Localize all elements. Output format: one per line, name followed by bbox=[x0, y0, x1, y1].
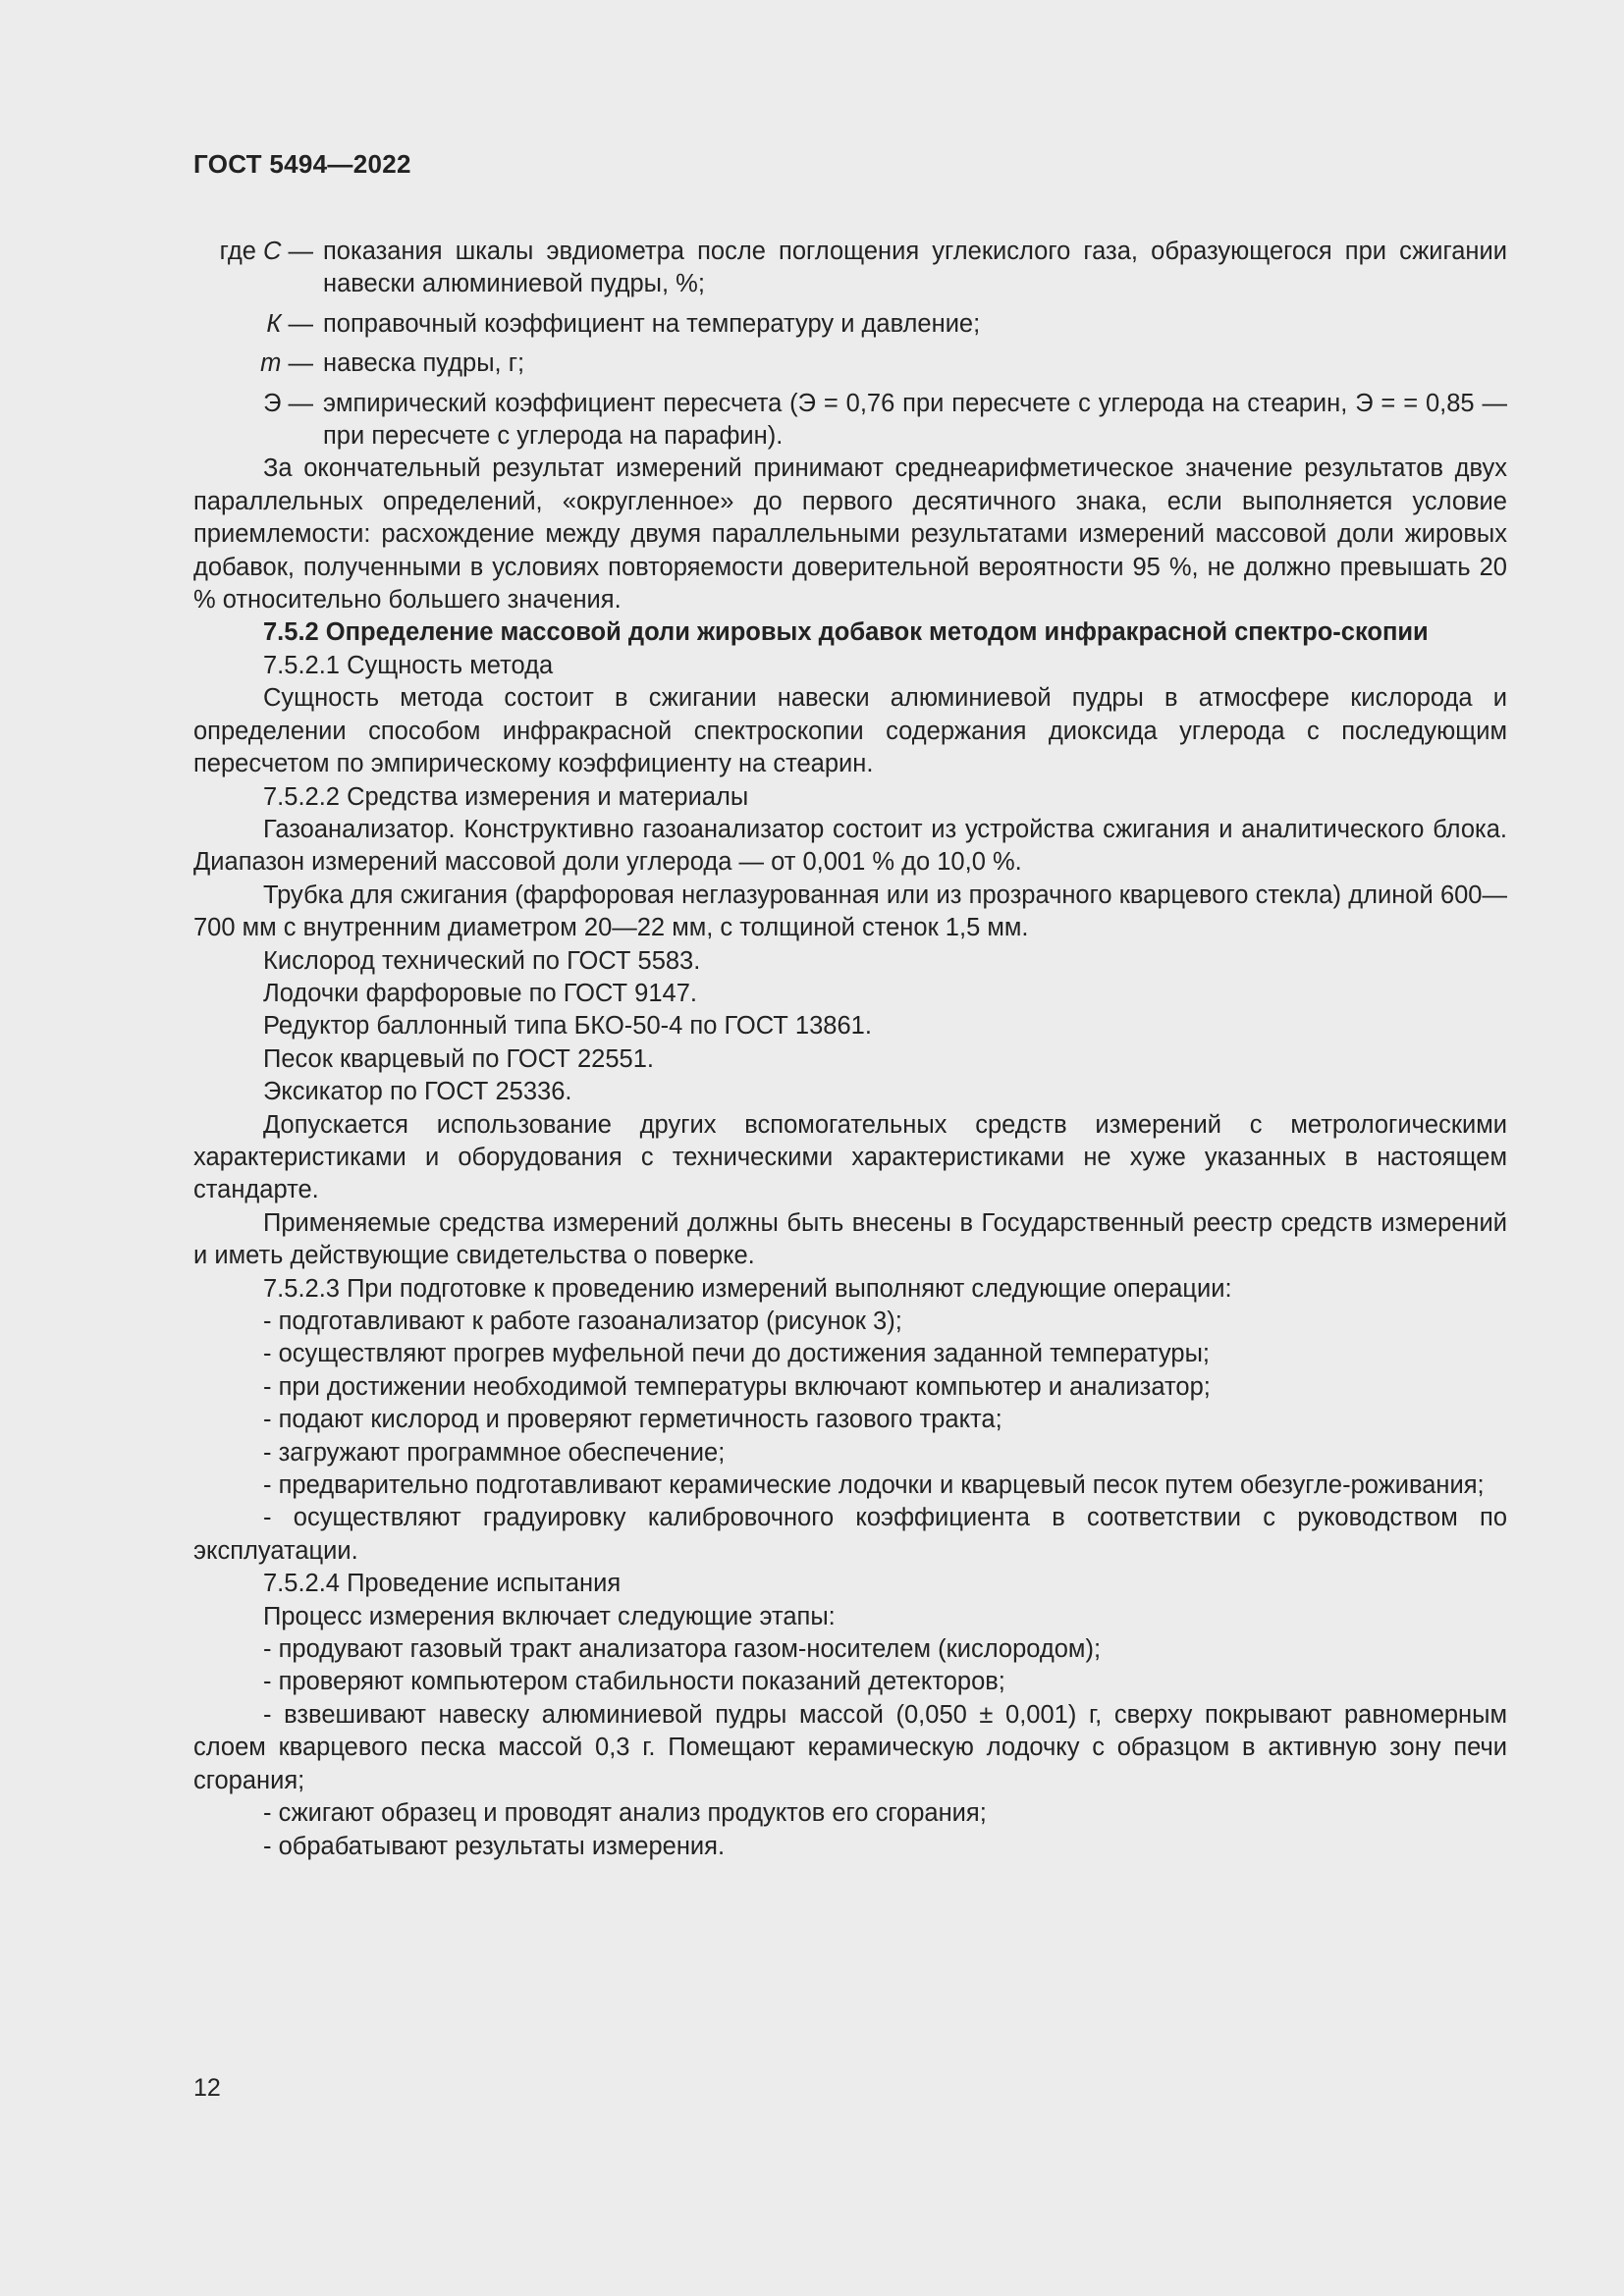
list-item: - осуществляют прогрев муфельной печи до достижения заданной температуры; bbox=[263, 1340, 1210, 1368]
paragraph: Эксикатор по ГОСТ 25336. bbox=[263, 1078, 572, 1106]
definition-symbol: Э bbox=[263, 389, 282, 417]
page-number: 12 bbox=[193, 2074, 221, 2102]
list-item: - предварительно подготавливают керамические лодочки и кварцевый песок путем обезугле-роживания; bbox=[263, 1471, 1485, 1500]
definition-symbol: m bbox=[260, 349, 282, 378]
list-item: - осуществляют градуировку калибровочного коэффициента в соответствии с руководством по эксплуатации. bbox=[193, 1504, 1507, 1565]
definition-text: эмпирический коэффициент пересчета (Э = 0,76 при пересчете с углерода на стеарин, Э = = 0,85 — при пересчете с углерода на парафин). bbox=[323, 389, 1507, 451]
document-header: ГОСТ 5494—2022 bbox=[193, 149, 411, 179]
definition-symbol: К bbox=[266, 309, 282, 338]
subsection-heading: 7.5.2.1 Сущность метода bbox=[263, 651, 554, 679]
paragraph: Допускается использование других вспомогательных средств измерений с метрологическими характеристиками и оборудования с техническими характеристиками не хуже указанных в настоящем стандарте. bbox=[193, 1110, 1507, 1204]
definition-dash: — bbox=[281, 349, 313, 378]
list-item: - продувают газовый тракт анализатора газом-носителем (кислородом); bbox=[263, 1635, 1102, 1664]
list-item: - взвешивают навеску алюминиевой пудры массой (0,050 ± 0,001) г, сверху покрывают равномерным слоем кварцевого песка массой 0,3 г. Помещают керамическую лодочку с образцом в активную зону печи сгорания; bbox=[193, 1700, 1507, 1794]
paragraph: Применяемые средства измерений должны быть внесены в Государственный реестр средств измерений и иметь действующие свидетельства о поверке. bbox=[193, 1208, 1507, 1270]
list-item: - при достижении необходимой температуры включают компьютер и анализатор; bbox=[263, 1372, 1211, 1401]
document-body bbox=[193, 236, 1507, 1863]
subsection-heading: 7.5.2.3 При подготовке к проведению измерений выполняют следующие операции: bbox=[263, 1274, 1232, 1303]
paragraph: Процесс измерения включает следующие этапы: bbox=[263, 1602, 836, 1630]
paragraph: Трубка для сжигания (фарфоровая неглазурованная или из прозрачного кварцевого стекла) длиной 600—700 мм с внутренним диаметром 20—22 мм, с толщиной стенок 1,5 мм. bbox=[193, 881, 1507, 942]
definition-row bbox=[193, 301, 1507, 341]
list-item: - обрабатывают результаты измерения. bbox=[263, 1832, 726, 1860]
paragraph: Сущность метода состоит в сжигании навески алюминиевой пудры в атмосфере кислорода и определении способом инфракрасной спектроскопии содержания диоксида углерода с последующим пересчетом по эмпирическому коэффициенту на стеарин. bbox=[193, 684, 1507, 778]
list-item: - сжигают образец и проводят анализ продуктов его сгорания; bbox=[263, 1799, 987, 1828]
definition-text: поправочный коэффициент на температуру и давление; bbox=[323, 309, 981, 338]
paragraph: Газоанализатор. Конструктивно газоанализатор состоит из устройства сжигания и аналитического блока. Диапазон измерений массовой доли углерода — от 0,001 % до 10,0 %. bbox=[193, 815, 1507, 877]
list-item: - загружают программное обеспечение; bbox=[263, 1438, 726, 1467]
list-item: - подготавливают к работе газоанализатор (рисунок 3); bbox=[263, 1308, 902, 1335]
paragraph: Лодочки фарфоровые по ГОСТ 9147. bbox=[263, 979, 697, 1007]
definition-row bbox=[193, 236, 1507, 301]
subsection-heading: 7.5.2.4 Проведение испытания bbox=[263, 1570, 622, 1598]
paragraph: Редуктор баллонный типа БКО-50-4 по ГОСТ 13861. bbox=[263, 1012, 872, 1041]
paragraph: Кислород технический по ГОСТ 5583. bbox=[263, 946, 701, 975]
definition-symbol: С bbox=[262, 238, 282, 265]
subsection-heading: 7.5.2.2 Средства измерения и материалы bbox=[263, 782, 749, 811]
definition-text: показания шкалы эвдиометра после поглощения углекислого газа, образующегося при сжигании навески алюминиевой пудры, %; bbox=[323, 238, 1507, 298]
paragraph: Песок кварцевый по ГОСТ 22551. bbox=[263, 1044, 654, 1073]
definition-dash: — bbox=[281, 389, 313, 417]
definition-dash: — bbox=[281, 238, 313, 265]
definition-dash: — bbox=[281, 309, 313, 338]
definition-prefix: где bbox=[219, 238, 263, 265]
definition-row bbox=[193, 381, 1507, 454]
paragraph: За окончательный результат измерений принимают среднеарифметическое значение результатов двух параллельных определений, «округленное» до первого десятичного знака, если выполняется условие приемлемости: расхождение между двумя параллельными результатами измерений массовой доли жировых добавок, полученными в условиях повторяемости доверительной вероятности 95 %, не должно превышать 20 % относительно большего значения. bbox=[193, 454, 1507, 614]
formula-definitions bbox=[193, 236, 1507, 453]
definition-text: навеска пудры, г; bbox=[323, 349, 525, 378]
section-heading: 7.5.2 Определение массовой доли жировых добавок методом инфракрасной спектро-скопии bbox=[263, 618, 1429, 647]
definition-row bbox=[193, 341, 1507, 380]
list-item: - проверяют компьютером стабильности показаний детекторов; bbox=[263, 1668, 1005, 1696]
list-item: - подают кислород и проверяют герметичность газового тракта; bbox=[263, 1406, 1002, 1434]
